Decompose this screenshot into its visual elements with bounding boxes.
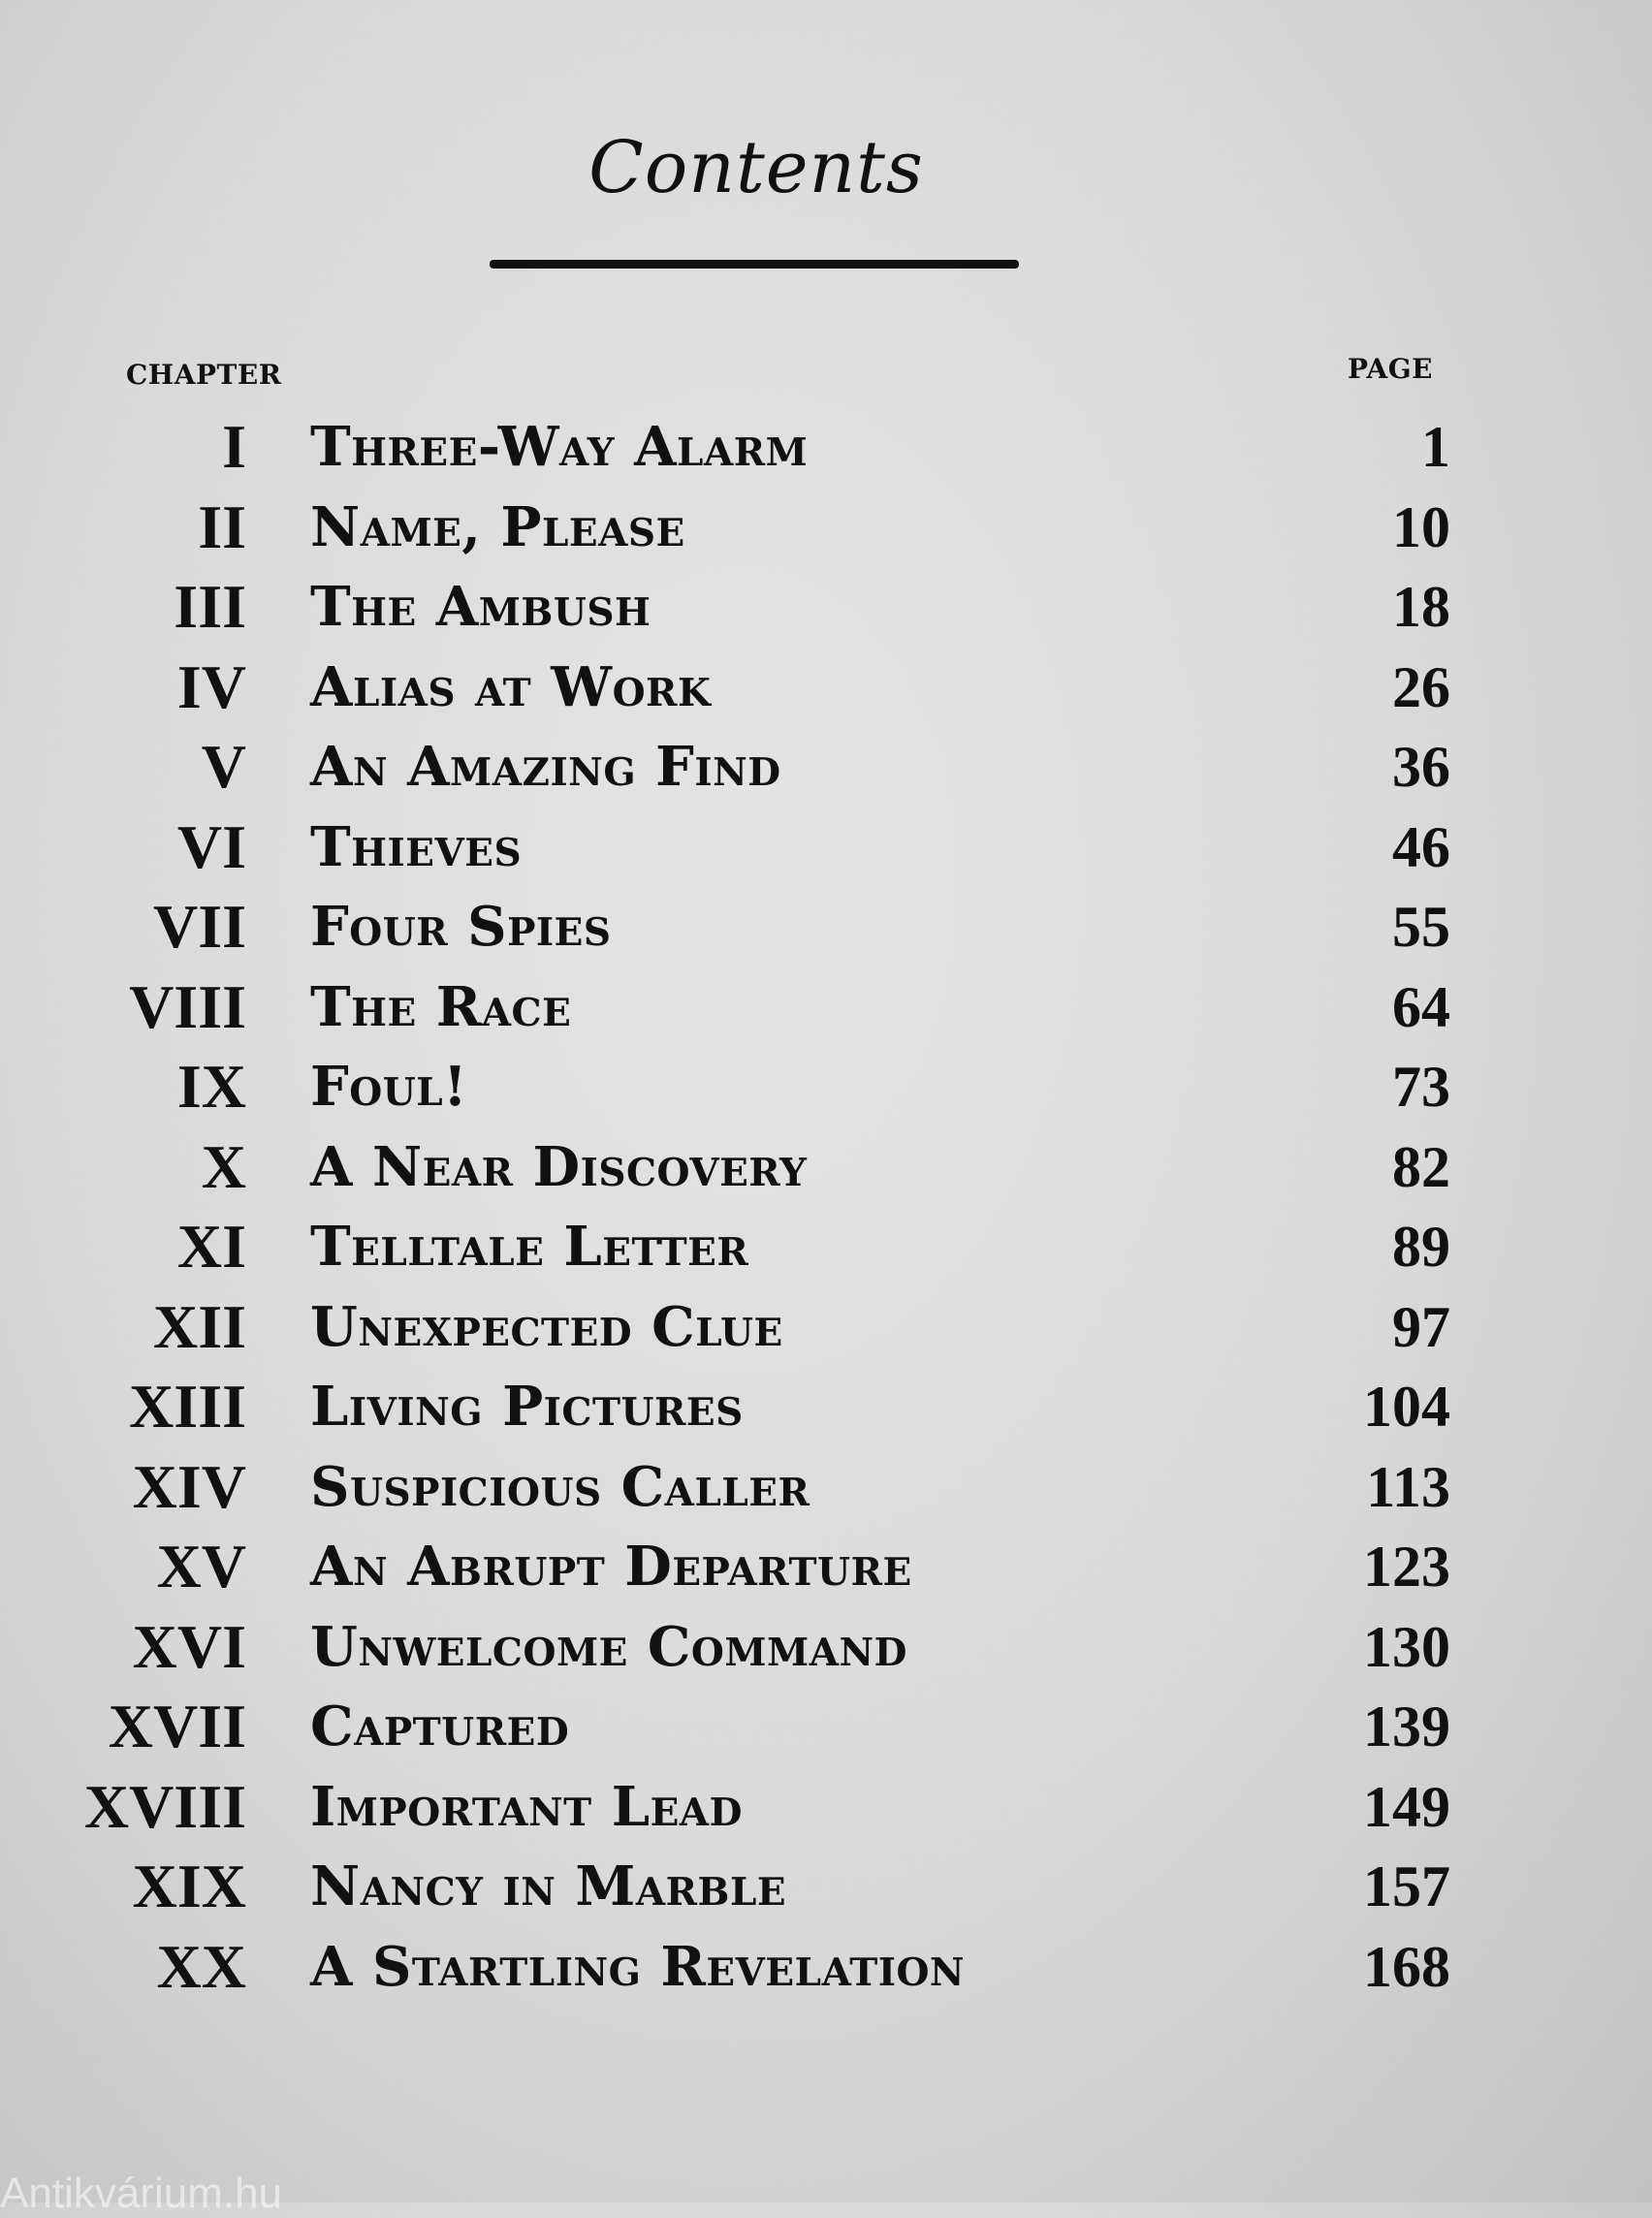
- chapter-page-number: 123: [1363, 1535, 1450, 1599]
- page-column-header: PAGE: [1348, 353, 1433, 385]
- table-of-contents: [0, 407, 1652, 2007]
- toc-row: [0, 1607, 1652, 1688]
- chapter-title: Unwelcome Command: [310, 1614, 907, 1679]
- chapter-title: The Ambush: [310, 575, 651, 639]
- chapter-number: XX: [156, 1931, 246, 2001]
- chapter-number: XV: [156, 1532, 246, 1600]
- chapter-page-number: 97: [1392, 1294, 1450, 1359]
- chapter-page-number: 157: [1363, 1854, 1450, 1918]
- chapter-number: XIX: [132, 1852, 246, 1920]
- chapter-title: Thieves: [310, 814, 523, 879]
- chapter-number: VII: [152, 892, 246, 961]
- chapter-title: A Startling Revelation: [310, 1934, 966, 1999]
- chapter-title: Telltale Letter: [310, 1215, 749, 1279]
- chapter-number: III: [174, 572, 246, 641]
- chapter-page-number: 1: [1421, 415, 1450, 479]
- chapter-page-number: 26: [1392, 654, 1450, 719]
- chapter-number: XVII: [108, 1692, 246, 1760]
- chapter-page-number: 89: [1392, 1215, 1450, 1279]
- chapter-number: X: [201, 1131, 246, 1201]
- chapter-page-number: 36: [1392, 735, 1450, 799]
- chapter-page-number: 46: [1392, 814, 1450, 879]
- chapter-page-number: 113: [1366, 1454, 1450, 1519]
- chapter-number: IX: [176, 1052, 246, 1121]
- toc-row: [0, 407, 1652, 488]
- chapter-title: Foul!: [310, 1055, 468, 1119]
- chapter-title: Unexpected Clue: [310, 1294, 783, 1359]
- chapter-number: V: [201, 732, 246, 801]
- toc-row: [0, 1127, 1652, 1208]
- chapter-page-number: 18: [1392, 575, 1450, 639]
- toc-row: [0, 1687, 1652, 1767]
- chapter-page-number: 82: [1392, 1134, 1450, 1199]
- chapter-title: Four Spies: [310, 895, 612, 959]
- toc-row: [0, 1367, 1652, 1447]
- chapter-title: A Near Discovery: [310, 1134, 808, 1199]
- chapter-number: XII: [152, 1291, 246, 1361]
- chapter-page-number: 73: [1392, 1055, 1450, 1119]
- toc-row: [0, 1287, 1652, 1368]
- toc-row: [0, 1767, 1652, 1848]
- chapter-page-number: 139: [1363, 1695, 1450, 1759]
- chapter-title: Alias at Work: [310, 654, 712, 719]
- toc-row: [0, 1447, 1652, 1528]
- chapter-number: IV: [176, 651, 246, 721]
- chapter-number: VIII: [129, 971, 246, 1041]
- chapter-title: An Amazing Find: [310, 735, 781, 799]
- toc-row: [0, 1927, 1652, 2008]
- chapter-title: Captured: [310, 1695, 570, 1759]
- chapter-title: Three-Way Alarm: [310, 415, 809, 479]
- chapter-title: Name, Please: [310, 494, 685, 559]
- chapter-number: XVI: [132, 1611, 246, 1681]
- chapter-page-number: 130: [1363, 1614, 1450, 1679]
- chapter-title: Suspicious Caller: [310, 1454, 810, 1519]
- toc-row: [0, 1847, 1652, 1927]
- toc-row: [0, 808, 1652, 888]
- toc-row: [0, 1527, 1652, 1607]
- chapter-page-number: 10: [1392, 494, 1450, 559]
- chapter-number: XIV: [132, 1451, 246, 1521]
- page-title: Contents: [588, 126, 924, 209]
- chapter-title: The Race: [310, 974, 572, 1039]
- toc-row: [0, 1207, 1652, 1287]
- toc-row: [0, 488, 1652, 568]
- chapter-number: XI: [176, 1212, 246, 1281]
- chapter-number: VI: [176, 811, 246, 881]
- toc-row: [0, 887, 1652, 967]
- toc-row: [0, 727, 1652, 808]
- chapter-number: XIII: [129, 1372, 246, 1441]
- chapter-column-header: CHAPTER: [126, 359, 282, 391]
- toc-row: [0, 567, 1652, 648]
- chapter-page-number: 168: [1363, 1934, 1450, 1999]
- chapter-title: Nancy in Marble: [310, 1854, 787, 1918]
- chapter-number: I: [222, 412, 246, 481]
- chapter-title: Living Pictures: [310, 1375, 744, 1439]
- watermark: Antikvárium.hu: [0, 2170, 283, 2217]
- chapter-page-number: 64: [1392, 974, 1450, 1039]
- toc-row: [0, 648, 1652, 728]
- title-rule: [490, 260, 1019, 269]
- chapter-page-number: 55: [1392, 895, 1450, 959]
- chapter-title: An Abrupt Departure: [310, 1535, 912, 1599]
- toc-row: [0, 1047, 1652, 1127]
- chapter-number: II: [198, 491, 246, 561]
- chapter-page-number: 149: [1363, 1774, 1450, 1839]
- chapter-title: Important Lead: [310, 1774, 743, 1839]
- toc-row: [0, 967, 1652, 1048]
- chapter-page-number: 104: [1363, 1375, 1450, 1439]
- chapter-number: XVIII: [83, 1771, 246, 1841]
